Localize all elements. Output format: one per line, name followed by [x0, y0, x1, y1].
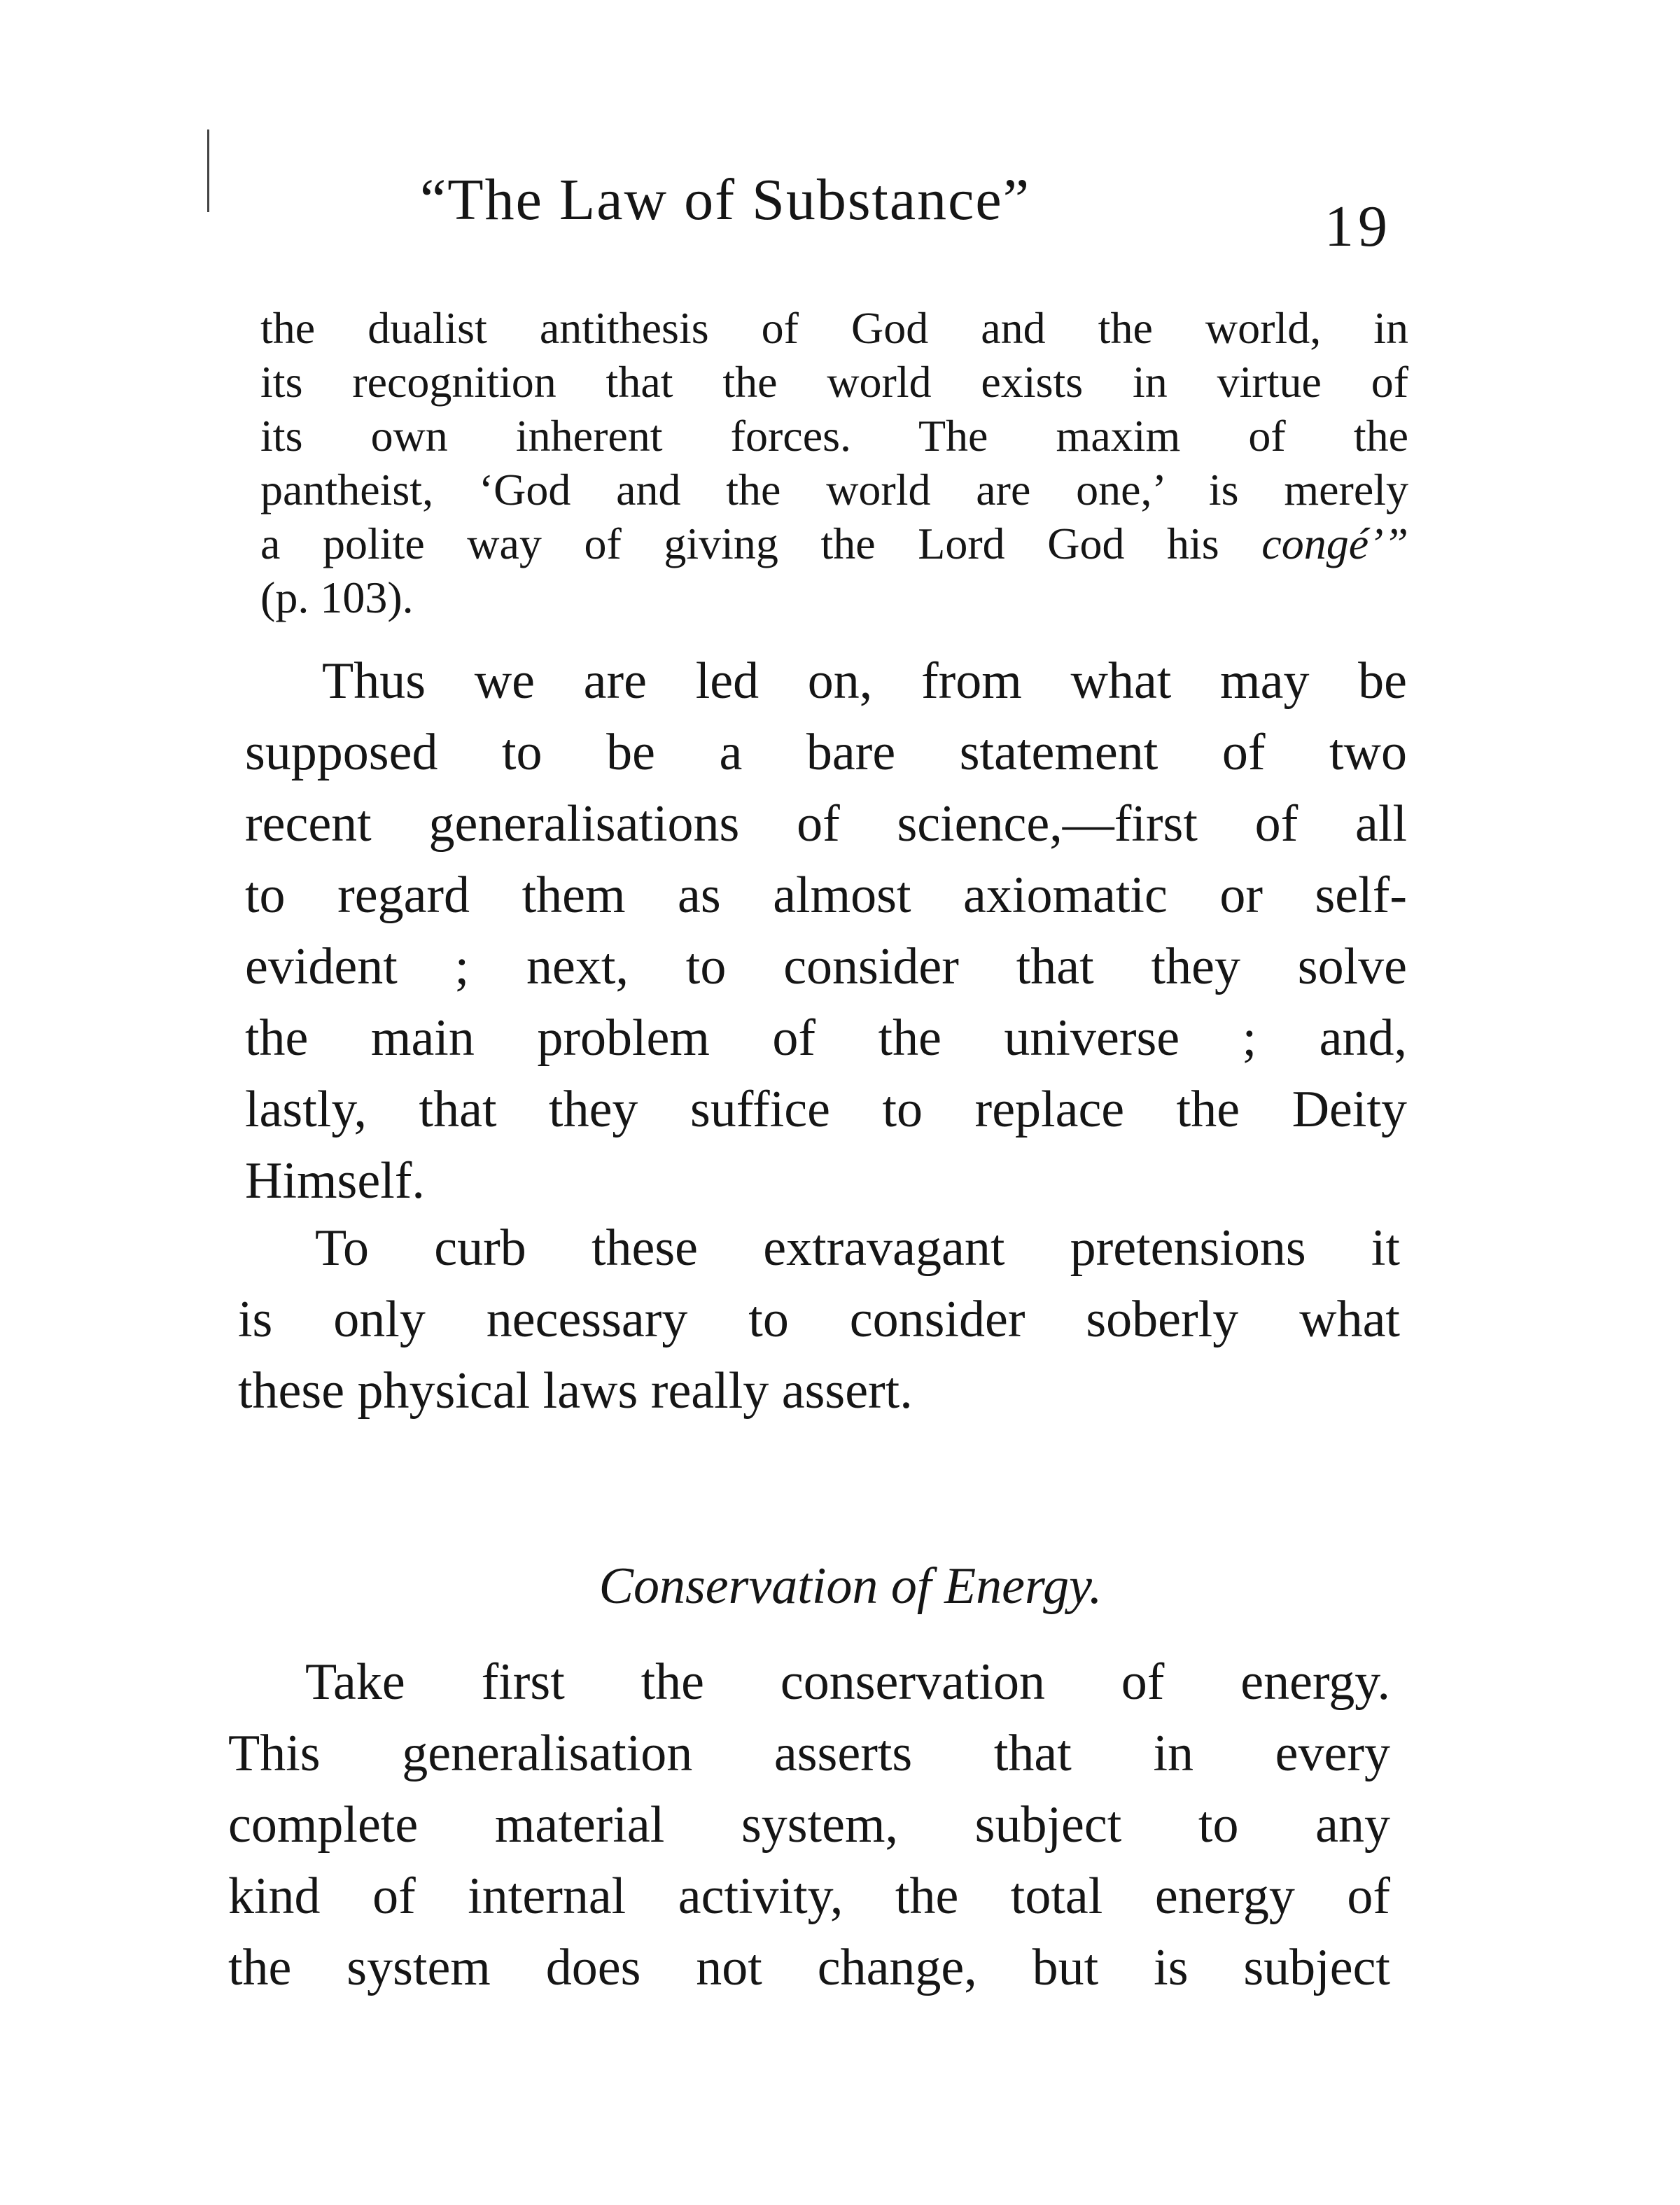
paragraph-line: to regard them as almost axiomatic or self-: [245, 867, 1407, 924]
running-head-title: “The Law of Substance”: [420, 167, 1030, 232]
quote-citation: (p. 103).: [260, 573, 414, 622]
paragraph-line: these physical laws really assert.: [238, 1362, 913, 1420]
paragraph-line: Himself.: [245, 1152, 425, 1210]
italic-word-conge: [1261, 519, 1408, 568]
paragraph-line: supposed to be a bare statement of two: [245, 724, 1407, 781]
quote-line: pantheist, ‘God and the world are one,’ is merely: [260, 465, 1408, 514]
page-number: 19: [1324, 194, 1392, 259]
italic-word-text: congé: [1261, 519, 1369, 568]
paragraph-line: the system does not change, but is subject: [228, 1939, 1390, 1996]
paragraph-line: To curb these extravagant pretensions it: [315, 1219, 1400, 1277]
closing-quote-mark: ’”: [1368, 519, 1409, 568]
quote-line-with-italic: [260, 517, 1408, 570]
paragraph-line: Take first the conservation of energy.: [305, 1653, 1390, 1711]
quote-line: its recognition that the world exists in virtue of: [260, 357, 1408, 407]
quote-line-text: a polite way of giving the Lord God his: [260, 519, 1219, 568]
paragraph-line: complete material system, subject to any: [228, 1796, 1390, 1854]
paragraph-line: is only necessary to consider soberly what: [238, 1291, 1400, 1348]
paragraph-line: lastly, that they suffice to replace the Deity: [245, 1081, 1407, 1138]
quote-line: the dualist antithesis of God and the world, in: [260, 303, 1408, 353]
paragraph-line: This generalisation asserts that in every: [228, 1725, 1390, 1782]
paragraph-line: Thus we are led on, from what may be: [322, 652, 1407, 710]
margin-mark: [207, 130, 209, 212]
quote-line: its own inherent forces. The maxim of the: [260, 411, 1408, 461]
paragraph-line: kind of internal activity, the total energy of: [228, 1868, 1390, 1925]
paragraph-thus-we-are-led: [245, 645, 1407, 1217]
paragraph-line: recent generalisations of science,—first of all: [245, 795, 1407, 853]
paragraph-line: evident ; next, to consider that they solve: [245, 938, 1407, 995]
section-heading: Conservation of Energy.: [598, 1558, 1102, 1615]
paragraph-line: the main problem of the universe ; and,: [245, 1009, 1407, 1067]
quotation-block: [260, 301, 1408, 624]
paragraph-take-first: [228, 1646, 1390, 2003]
paragraph-to-curb: [238, 1212, 1400, 1427]
